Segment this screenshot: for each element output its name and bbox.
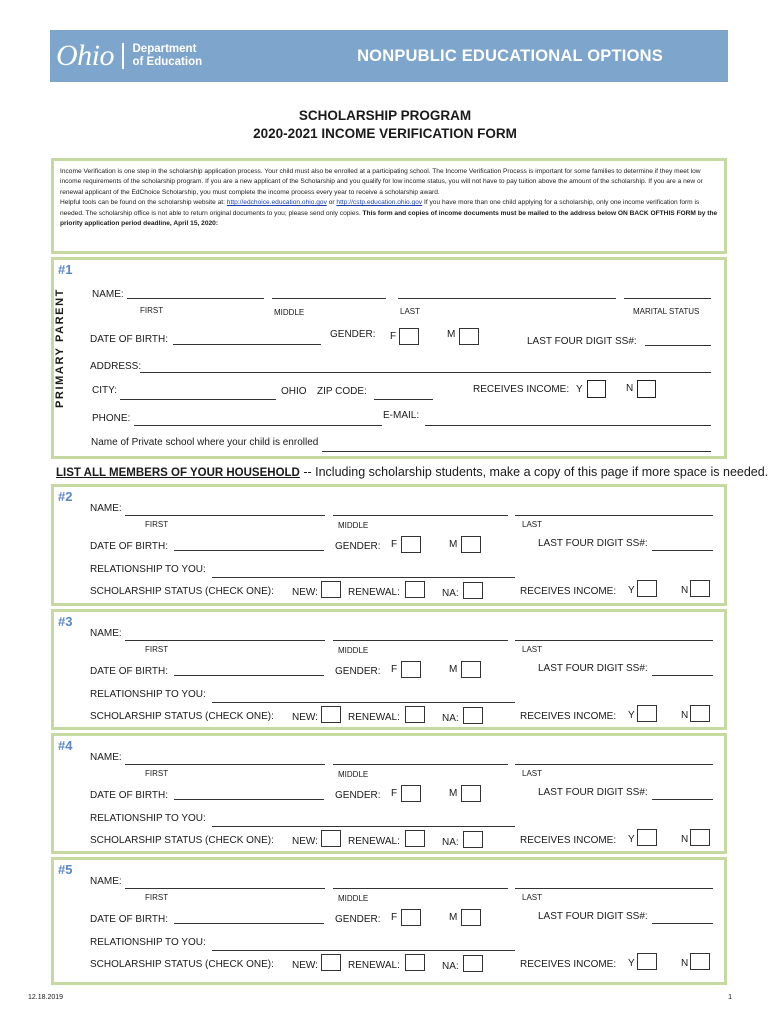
gender-f-label: F [391, 664, 398, 675]
renewal-checkbox[interactable] [405, 830, 425, 847]
new-label: NEW: [292, 587, 318, 598]
new-checkbox[interactable] [321, 581, 341, 598]
na-checkbox[interactable] [463, 707, 483, 724]
scholarship-status-label: SCHOLARSHIP STATUS (CHECK ONE): [90, 959, 274, 970]
receives-income-label: RECEIVES INCOME: [520, 959, 617, 970]
intro-p2-or: or [326, 199, 337, 207]
gender-f-checkbox[interactable] [401, 909, 421, 926]
middle-name-field[interactable] [333, 764, 508, 765]
income-y-label: Y [628, 834, 635, 845]
address-label: ADDRESS: [90, 361, 142, 372]
renewal-label: RENEWAL: [348, 960, 400, 971]
school-field[interactable] [322, 451, 711, 452]
gender-m-checkbox[interactable] [459, 328, 479, 345]
scholarship-status-label: SCHOLARSHIP STATUS (CHECK ONE): [90, 835, 274, 846]
gender-f-label: F [391, 788, 398, 799]
last-sub-label: LAST [522, 893, 543, 902]
scholarship-status-label: SCHOLARSHIP STATUS (CHECK ONE): [90, 711, 274, 722]
relationship-label: RELATIONSHIP TO YOU: [90, 813, 206, 824]
first-sub-label: FIRST [145, 893, 169, 902]
last-sub-label: LAST [522, 520, 543, 529]
phone-label: PHONE: [92, 413, 131, 424]
school-label: Name of Private school where your child is enrolled [91, 437, 319, 448]
last-sub-label: LAST [522, 645, 543, 654]
last-name-field[interactable] [515, 764, 713, 765]
income-y-checkbox[interactable] [637, 829, 657, 846]
renewal-checkbox[interactable] [405, 706, 425, 723]
section-number: #5 [58, 862, 73, 877]
phone-field[interactable] [134, 425, 382, 426]
form-title: 2020-2021 INCOME VERIFICATION FORM [253, 126, 517, 141]
income-n-checkbox[interactable] [690, 829, 710, 846]
middle-name-field[interactable] [333, 888, 508, 889]
page-number: 1 [728, 992, 733, 1001]
renewal-label: RENEWAL: [348, 712, 400, 723]
gender-label: GENDER: [335, 914, 381, 925]
dob-field[interactable] [174, 675, 324, 676]
gender-m-label: M [447, 329, 456, 340]
income-n-checkbox[interactable] [690, 580, 710, 597]
email-field[interactable] [425, 425, 711, 426]
middle-name-field[interactable] [272, 298, 386, 299]
cstp-link[interactable]: http://cstp.education.ohio.gov [336, 199, 423, 207]
ss-label: LAST FOUR DIGIT SS#: [527, 336, 637, 347]
ohio-doe-logo [56, 36, 270, 76]
edchoice-link[interactable]: http://edchoice.education.ohio.gov [226, 199, 327, 207]
receives-income-label: RECEIVES INCOME: [520, 835, 617, 846]
gender-f-label: F [391, 912, 398, 923]
section-number: #2 [58, 489, 73, 504]
income-n-label: N [681, 958, 689, 969]
first-name-field[interactable] [125, 515, 325, 516]
relationship-label: RELATIONSHIP TO YOU: [90, 689, 206, 700]
renewal-label: RENEWAL: [348, 836, 400, 847]
ss-label: LAST FOUR DIGIT SS#: [538, 911, 648, 922]
banner-title: NONPUBLIC EDUCATIONAL OPTIONS [357, 47, 663, 65]
intro-paragraph-1: Income Verification is one step in the scholarship application process. Your child must also be enrolled at a participating school. The Income Verification Process is important for some families to determine if they meet low income requirements of the scholarship program. If you are a new applicant of the Scholarship and you qualify for low income status, you will not have to pay tuition above the amount of the scholarship. If you are a new or renewal applicant of the EdChoice Scholarship, you must complete the income process every year to receive a scholarship award. [60, 168, 703, 196]
gender-f-checkbox[interactable] [399, 328, 419, 345]
gender-f-checkbox[interactable] [401, 661, 421, 678]
last-name-field[interactable] [515, 640, 713, 641]
renewal-label: RENEWAL: [348, 587, 400, 598]
new-checkbox[interactable] [321, 706, 341, 723]
section-number: #3 [58, 614, 73, 629]
name-label: NAME: [90, 628, 122, 639]
gender-f-label: F [390, 331, 397, 342]
name-label: NAME: [90, 752, 122, 763]
gender-label: GENDER: [330, 329, 376, 340]
na-label: NA: [442, 713, 459, 724]
household-rest: -- Including scholarship students, make a copy of this page if more space is needed. [299, 465, 769, 479]
income-n-label: N [681, 834, 689, 845]
dob-label: DATE OF BIRTH: [90, 666, 168, 677]
gender-m-label: M [449, 539, 458, 550]
middle-sub-label: MIDDLE [338, 770, 369, 779]
program-title: SCHOLARSHIP PROGRAM [298, 108, 472, 123]
name-label: NAME: [90, 503, 122, 514]
zip-field[interactable] [374, 399, 433, 400]
scholarship-status-label: SCHOLARSHIP STATUS (CHECK ONE): [90, 586, 274, 597]
new-label: NEW: [292, 960, 318, 971]
na-checkbox[interactable] [463, 955, 483, 972]
intro-p2-rest: If you have more than one child applying for a scholarship, only one income verification form is needed. The scholarship office is not able to return original documents to you; please send only copies. [60, 199, 700, 217]
name-label: NAME: [90, 876, 122, 887]
city-label: CITY: [92, 385, 118, 396]
gender-m-label: M [449, 664, 458, 675]
dob-field[interactable] [174, 923, 324, 924]
first-name-field[interactable] [125, 888, 325, 889]
middle-sub-label: MIDDLE [338, 521, 369, 530]
income-y-label: Y [628, 710, 635, 721]
first-sub-label: FIRST [145, 520, 169, 529]
gender-m-label: M [449, 912, 458, 923]
dob-label: DATE OF BIRTH: [90, 541, 168, 552]
dob-label: DATE OF BIRTH: [90, 790, 168, 801]
zip-label: ZIP CODE: [317, 386, 367, 397]
first-name-field[interactable] [125, 640, 325, 641]
new-label: NEW: [292, 836, 318, 847]
gender-m-checkbox[interactable] [461, 909, 481, 926]
relationship-field[interactable] [212, 702, 515, 703]
income-y-checkbox[interactable] [637, 705, 657, 722]
receives-income-label: RECEIVES INCOME: [520, 711, 617, 722]
income-n-label: N [681, 585, 689, 596]
ss-label: LAST FOUR DIGIT SS#: [538, 663, 648, 674]
relationship-field[interactable] [212, 950, 515, 951]
income-n-label: N [626, 383, 634, 394]
income-y-checkbox[interactable] [587, 380, 606, 398]
marital-sub-label: MARITAL STATUS [633, 307, 700, 316]
middle-name-field[interactable] [333, 640, 508, 641]
gender-m-checkbox[interactable] [461, 785, 481, 802]
relationship-field[interactable] [212, 577, 515, 578]
middle-sub-label: MIDDLE [274, 308, 305, 317]
last-sub-label: LAST [400, 307, 421, 316]
first-name-field[interactable] [125, 764, 325, 765]
first-sub-label: FIRST [145, 645, 169, 654]
dob-label: DATE OF BIRTH: [90, 334, 168, 345]
dob-field[interactable] [173, 344, 321, 345]
last-name-field[interactable] [515, 888, 713, 889]
income-n-checkbox[interactable] [690, 953, 710, 970]
gender-m-checkbox[interactable] [461, 661, 481, 678]
ss-field[interactable] [652, 675, 713, 676]
email-label: E-MAIL: [383, 410, 420, 421]
section-number: #1 [58, 262, 73, 277]
city-field[interactable] [120, 399, 276, 400]
income-n-checkbox[interactable] [690, 705, 710, 722]
relationship-label: RELATIONSHIP TO YOU: [90, 564, 206, 575]
gender-label: GENDER: [335, 541, 381, 552]
household-bold: LIST ALL MEMBERS OF YOUR HOUSEHOLD [56, 467, 300, 479]
na-label: NA: [442, 837, 459, 848]
gender-label: GENDER: [335, 790, 381, 801]
middle-name-field[interactable] [333, 515, 508, 516]
renewal-checkbox[interactable] [405, 954, 425, 971]
new-checkbox[interactable] [321, 954, 341, 971]
last-sub-label: LAST [522, 769, 543, 778]
section-number: #4 [58, 738, 73, 753]
relationship-field[interactable] [212, 826, 515, 827]
footer-date: 12.18.2019 [28, 994, 64, 1001]
middle-sub-label: MIDDLE [338, 646, 369, 655]
logo-dept-line1: Department [132, 43, 197, 55]
logo-divider [122, 43, 124, 69]
address-field[interactable] [140, 372, 711, 373]
logo-department [133, 43, 203, 69]
na-label: NA: [442, 588, 459, 599]
marital-status-field[interactable] [624, 298, 711, 299]
intro-p2-bold: This form and copies of income documents must be mailed to the address below ON BACK OFTHIS FORM by the priority application period deadline, April 15, 2020: [60, 209, 718, 228]
na-checkbox[interactable] [463, 831, 483, 848]
new-label: NEW: [292, 712, 318, 723]
intro-paragraph-2 [60, 198, 718, 229]
logo-word: Ohio [56, 39, 114, 72]
renewal-checkbox[interactable] [405, 581, 425, 598]
income-y-checkbox[interactable] [637, 580, 657, 597]
income-y-checkbox[interactable] [637, 953, 657, 970]
new-checkbox[interactable] [321, 830, 341, 847]
gender-f-label: F [391, 539, 398, 550]
logo-dept-line2: of Education [132, 56, 203, 68]
receives-income-label: RECEIVES INCOME: [473, 384, 570, 395]
first-sub-label: FIRST [140, 306, 164, 315]
dob-field[interactable] [174, 550, 324, 551]
ss-field[interactable] [652, 923, 713, 924]
last-name-field[interactable] [515, 515, 713, 516]
relationship-label: RELATIONSHIP TO YOU: [90, 937, 206, 948]
last-name-field[interactable] [398, 298, 616, 299]
first-sub-label: FIRST [145, 769, 169, 778]
ss-field[interactable] [645, 345, 711, 346]
income-n-label: N [681, 710, 689, 721]
primary-parent-label: PRIMARY PARENT [54, 288, 66, 408]
household-instructions [56, 465, 768, 479]
first-name-field[interactable] [127, 298, 264, 299]
state-value: OHIO [281, 386, 307, 397]
gender-label: GENDER: [335, 666, 381, 677]
income-y-label: Y [628, 958, 635, 969]
na-label: NA: [442, 961, 459, 972]
receives-income-label: RECEIVES INCOME: [520, 586, 617, 597]
ss-label: LAST FOUR DIGIT SS#: [538, 538, 648, 549]
intro-p2-start: Helpful tools can be found on the scholarship website at: [60, 199, 227, 207]
income-n-checkbox[interactable] [637, 380, 656, 398]
primary-parent-section [51, 257, 727, 459]
ss-label: LAST FOUR DIGIT SS#: [538, 787, 648, 798]
primary-parent-label-wrap [40, 275, 100, 415]
middle-sub-label: MIDDLE [338, 894, 369, 903]
dob-label: DATE OF BIRTH: [90, 914, 168, 925]
gender-m-label: M [449, 788, 458, 799]
intro-box [51, 158, 727, 254]
income-y-label: Y [628, 585, 635, 596]
dob-field[interactable] [174, 799, 324, 800]
gender-f-checkbox[interactable] [401, 536, 421, 553]
gender-m-checkbox[interactable] [461, 536, 481, 553]
name-label: NAME: [92, 289, 124, 300]
ss-field[interactable] [652, 799, 713, 800]
na-checkbox[interactable] [463, 582, 483, 599]
gender-f-checkbox[interactable] [401, 785, 421, 802]
income-y-label: Y [576, 384, 583, 395]
ss-field[interactable] [652, 550, 713, 551]
